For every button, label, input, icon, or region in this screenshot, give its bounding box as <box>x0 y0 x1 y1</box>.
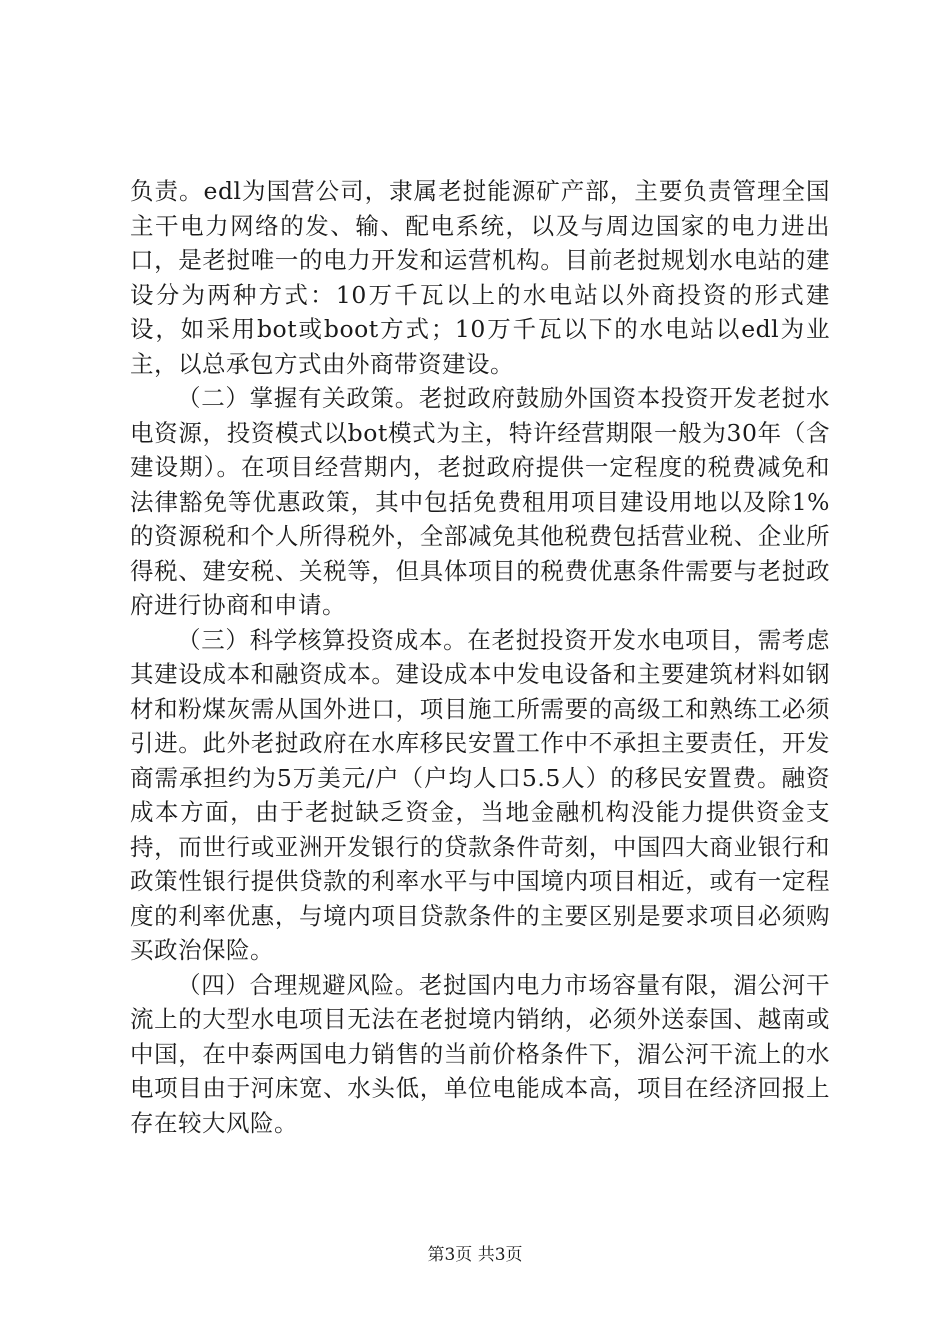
document-body <box>130 174 830 1140</box>
page-number-footer: 第3页 共3页 <box>427 1245 523 1265</box>
paragraph-policy: （二）掌握有关政策。老挝政府鼓励外国资本投资开发老挝水电资源，投资模式以bot模式为主，特许经营期限一般为30年（含建设期）。在项目经营期内，老挝政府提供一定程度的税费减免和法律豁免等优惠政策，其中包括免费租用项目建设用地以及除1%的资源税和个人所得税外，全部减免其他税费包括营业税、企业所得税、建安税、关税等，但具体项目的税费优惠条件需要与老挝政府进行协商和申请。 <box>130 384 830 619</box>
paragraph-continuation: 负责。edl为国营公司，隶属老挝能源矿产部，主要负责管理全国主干电力网络的发、输、配电系统，以及与周边国家的电力进出口，是老挝唯一的电力开发和运营机构。目前老挝规划水电站的建设分为两种方式：10万千瓦以上的水电站以外商投资的形式建设，如采用bot或boot方式；10万千瓦以下的水电站以edl为业主，以总承包方式由外商带资建设。 <box>130 177 830 378</box>
paragraph-investment-cost: （三）科学核算投资成本。在老挝投资开发水电项目，需考虑其建设成本和融资成本。建设成本中发电设备和主要建筑材料如钢材和粉煤灰需从国外进口，项目施工所需要的高级工和熟练工必须引进。此外老挝政府在水库移民安置工作中不承担主要责任，开发商需承担约为5万美元/户（户均人口5.5人）的移民安置费。融资成本方面，由于老挝缺乏资金，当地金融机构没能力提供资金支持，而世行或亚洲开发银行的贷款条件苛刻，中国四大商业银行和政策性银行提供贷款的利率水平与中国境内项目相近，或有一定程度的利率优惠，与境内项目贷款条件的主要区别是要求项目必须购买政治保险。 <box>130 625 830 964</box>
paragraph-risk: （四）合理规避风险。老挝国内电力市场容量有限，湄公河干流上的大型水电项目无法在老挝境内销纳，必须外送泰国、越南或中国，在中泰两国电力销售的当前价格条件下，湄公河干流上的水电项目由于河床宽、水头低，单位电能成本高，项目在经济回报上存在较大风险。 <box>130 970 830 1137</box>
